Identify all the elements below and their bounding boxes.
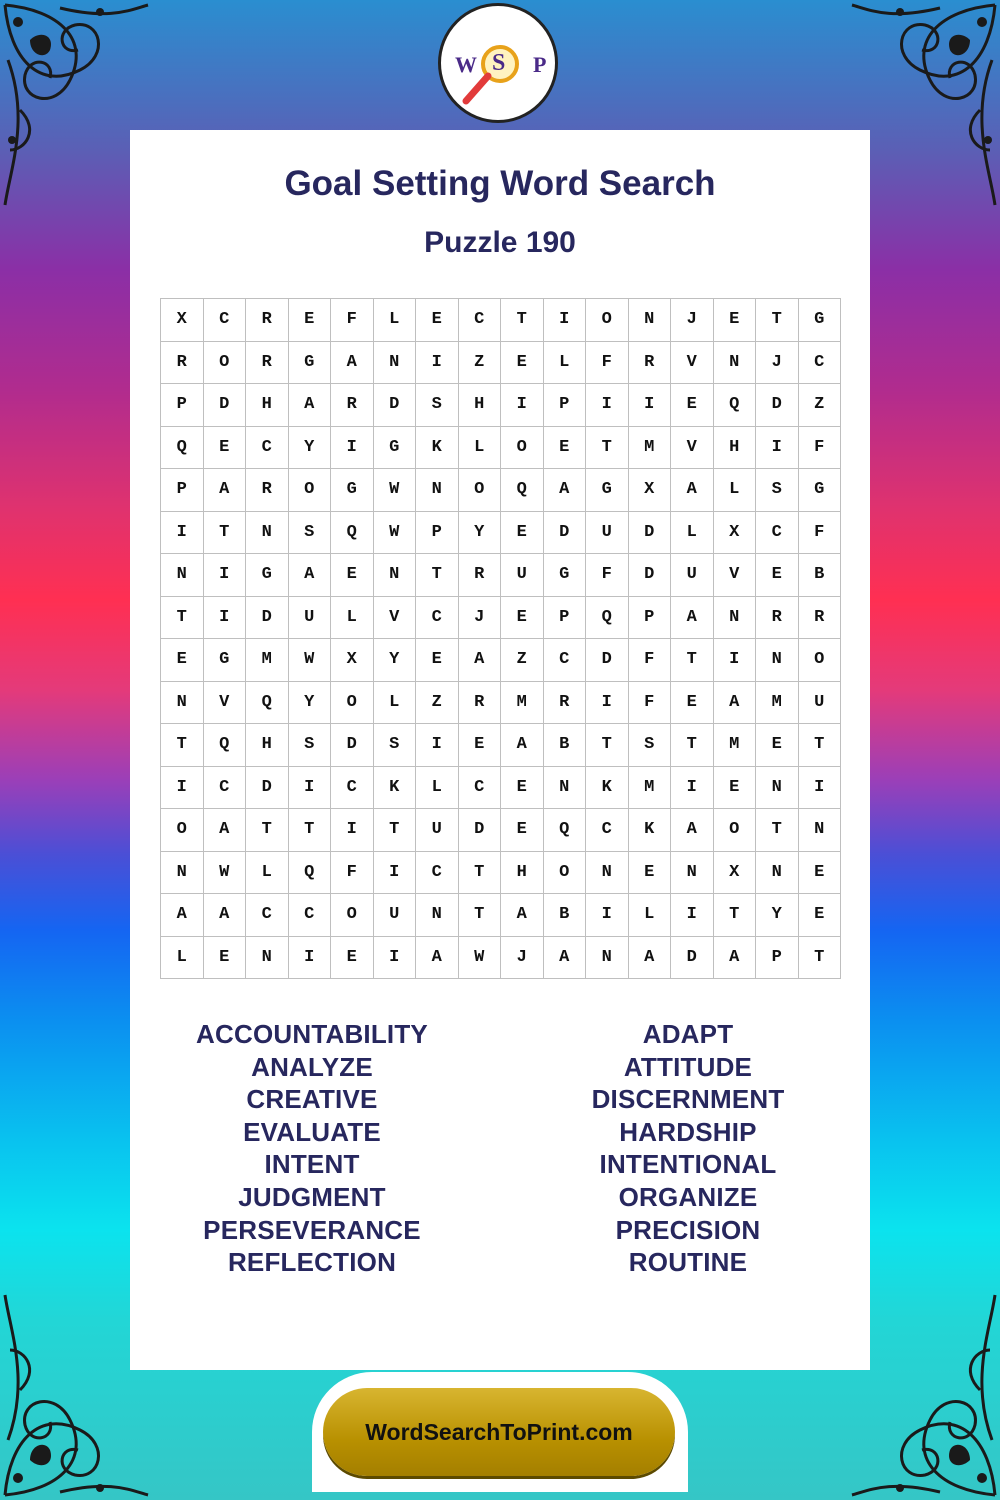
grid-cell[interactable]: B	[544, 894, 587, 937]
grid-cell[interactable]: H	[459, 384, 502, 427]
grid-cell[interactable]: O	[714, 809, 757, 852]
grid-cell[interactable]: I	[374, 852, 417, 895]
grid-cell[interactable]: I	[629, 384, 672, 427]
grid-cell[interactable]: V	[671, 427, 714, 470]
grid-cell[interactable]: E	[799, 852, 842, 895]
grid-cell[interactable]: T	[501, 299, 544, 342]
grid-cell[interactable]: N	[756, 767, 799, 810]
grid-cell[interactable]: T	[756, 299, 799, 342]
grid-cell[interactable]: F	[799, 512, 842, 555]
grid-cell[interactable]: W	[374, 512, 417, 555]
word-item: ROUTINE	[628, 1247, 748, 1278]
logo-letter-s: S	[492, 50, 506, 76]
grid-cell[interactable]: U	[671, 554, 714, 597]
grid-cell[interactable]: T	[459, 852, 502, 895]
grid-cell[interactable]: E	[544, 427, 587, 470]
grid-cell[interactable]: T	[671, 724, 714, 767]
grid-cell[interactable]: N	[714, 342, 757, 385]
grid-cell[interactable]: L	[331, 597, 374, 640]
grid-cell[interactable]: Q	[544, 809, 587, 852]
grid-cell[interactable]: N	[246, 937, 289, 980]
grid-cell[interactable]: M	[246, 639, 289, 682]
grid-cell[interactable]: E	[671, 384, 714, 427]
grid-cell[interactable]: I	[544, 299, 587, 342]
grid-cell[interactable]: E	[756, 554, 799, 597]
grid-cell[interactable]: Z	[799, 384, 842, 427]
grid-cell[interactable]: A	[289, 554, 332, 597]
grid-cell[interactable]: F	[629, 639, 672, 682]
grid-cell[interactable]: E	[204, 937, 247, 980]
puzzle-number: Puzzle 190	[424, 226, 576, 259]
grid-cell[interactable]: H	[501, 852, 544, 895]
grid-cell[interactable]: D	[246, 767, 289, 810]
grid-cell[interactable]: E	[331, 554, 374, 597]
grid-cell[interactable]: O	[161, 809, 204, 852]
corner-ornament-icon	[0, 0, 150, 210]
website-link-button[interactable]: WordSearchToPrint.com	[323, 1388, 675, 1476]
grid-cell[interactable]: O	[501, 427, 544, 470]
word-item: ANALYZE	[251, 1051, 373, 1082]
grid-cell[interactable]: Q	[586, 597, 629, 640]
grid-cell[interactable]: D	[204, 384, 247, 427]
grid-cell[interactable]: G	[204, 639, 247, 682]
grid-cell[interactable]: O	[544, 852, 587, 895]
grid-cell[interactable]: R	[161, 342, 204, 385]
grid-cell[interactable]: E	[501, 767, 544, 810]
letter-grid	[160, 298, 841, 979]
grid-cell[interactable]: A	[501, 894, 544, 937]
grid-cell[interactable]: M	[629, 767, 672, 810]
grid-cell[interactable]: I	[204, 597, 247, 640]
grid-cell[interactable]: G	[799, 299, 842, 342]
grid-cell[interactable]: V	[671, 342, 714, 385]
grid-cell[interactable]: E	[671, 682, 714, 725]
grid-cell[interactable]: P	[161, 469, 204, 512]
grid-cell[interactable]: O	[331, 894, 374, 937]
grid-cell[interactable]: N	[799, 809, 842, 852]
grid-cell[interactable]: D	[629, 512, 672, 555]
grid-cell[interactable]: G	[799, 469, 842, 512]
grid-cell[interactable]: E	[629, 852, 672, 895]
grid-cell[interactable]: R	[246, 299, 289, 342]
grid-cell[interactable]: E	[501, 342, 544, 385]
puzzle-panel	[130, 130, 870, 1370]
grid-cell[interactable]: W	[459, 937, 502, 980]
grid-cell[interactable]: N	[416, 894, 459, 937]
grid-cell[interactable]: Q	[161, 427, 204, 470]
grid-cell[interactable]: T	[459, 894, 502, 937]
corner-ornament-icon	[850, 1290, 1000, 1500]
grid-cell[interactable]: S	[416, 384, 459, 427]
grid-cell[interactable]: E	[756, 724, 799, 767]
grid-cell[interactable]: F	[799, 427, 842, 470]
grid-cell[interactable]: X	[714, 512, 757, 555]
grid-cell[interactable]: I	[161, 767, 204, 810]
grid-cell[interactable]: C	[246, 894, 289, 937]
grid-cell[interactable]: P	[416, 512, 459, 555]
grid-cell[interactable]: K	[629, 809, 672, 852]
grid-cell[interactable]: R	[799, 597, 842, 640]
grid-cell[interactable]: P	[629, 597, 672, 640]
grid-cell[interactable]: Y	[289, 682, 332, 725]
grid-cell[interactable]: L	[246, 852, 289, 895]
grid-cell[interactable]: S	[374, 724, 417, 767]
grid-cell[interactable]: I	[289, 937, 332, 980]
grid-cell[interactable]: J	[501, 937, 544, 980]
grid-cell[interactable]: Z	[416, 682, 459, 725]
grid-cell[interactable]: D	[544, 512, 587, 555]
grid-cell[interactable]: I	[416, 342, 459, 385]
grid-cell[interactable]: X	[629, 469, 672, 512]
grid-cell[interactable]: G	[544, 554, 587, 597]
grid-cell[interactable]: U	[586, 512, 629, 555]
grid-cell[interactable]: L	[671, 512, 714, 555]
grid-cell[interactable]: C	[544, 639, 587, 682]
grid-cell[interactable]: D	[331, 724, 374, 767]
word-item: PRECISION	[615, 1214, 761, 1245]
grid-cell[interactable]: H	[246, 724, 289, 767]
grid-cell[interactable]: E	[799, 894, 842, 937]
word-item: ORGANIZE	[618, 1181, 758, 1212]
grid-cell[interactable]: F	[331, 299, 374, 342]
word-item: CREATIVE	[246, 1084, 378, 1115]
grid-cell[interactable]: T	[161, 597, 204, 640]
grid-cell[interactable]: A	[629, 937, 672, 980]
grid-cell[interactable]: N	[756, 639, 799, 682]
grid-cell[interactable]: L	[374, 682, 417, 725]
grid-cell[interactable]: Y	[459, 512, 502, 555]
grid-cell[interactable]: C	[459, 767, 502, 810]
grid-cell[interactable]: G	[586, 469, 629, 512]
grid-cell[interactable]: J	[459, 597, 502, 640]
grid-cell[interactable]: E	[289, 299, 332, 342]
grid-cell[interactable]: W	[374, 469, 417, 512]
word-item: INTENTIONAL	[599, 1149, 777, 1180]
grid-cell[interactable]: O	[799, 639, 842, 682]
grid-cell[interactable]: V	[714, 554, 757, 597]
grid-cell[interactable]: N	[544, 767, 587, 810]
grid-cell[interactable]: E	[501, 597, 544, 640]
grid-cell[interactable]: I	[671, 894, 714, 937]
grid-cell[interactable]: I	[331, 427, 374, 470]
grid-cell[interactable]: U	[289, 597, 332, 640]
grid-cell[interactable]: O	[204, 342, 247, 385]
grid-cell[interactable]: A	[714, 937, 757, 980]
word-list	[130, 1018, 870, 1288]
grid-cell[interactable]: N	[161, 554, 204, 597]
grid-cell[interactable]: R	[246, 469, 289, 512]
corner-ornament-icon	[850, 0, 1000, 210]
grid-cell[interactable]: C	[331, 767, 374, 810]
grid-cell[interactable]: F	[331, 852, 374, 895]
word-item: REFLECTION	[227, 1247, 397, 1278]
grid-cell[interactable]: O	[331, 682, 374, 725]
grid-cell[interactable]: P	[544, 384, 587, 427]
grid-cell[interactable]: R	[629, 342, 672, 385]
grid-cell[interactable]: E	[416, 639, 459, 682]
grid-cell[interactable]: E	[204, 427, 247, 470]
grid-cell[interactable]: M	[629, 427, 672, 470]
grid-cell[interactable]: I	[586, 682, 629, 725]
grid-cell[interactable]: I	[374, 937, 417, 980]
grid-cell[interactable]: A	[161, 894, 204, 937]
grid-cell[interactable]: A	[544, 469, 587, 512]
grid-cell[interactable]: L	[544, 342, 587, 385]
grid-cell[interactable]: D	[671, 937, 714, 980]
grid-cell[interactable]: D	[246, 597, 289, 640]
grid-cell[interactable]: T	[161, 724, 204, 767]
grid-cell[interactable]: R	[544, 682, 587, 725]
grid-cell[interactable]: A	[501, 724, 544, 767]
grid-cell[interactable]: A	[714, 682, 757, 725]
site-logo[interactable]	[438, 3, 558, 123]
grid-cell[interactable]: O	[586, 299, 629, 342]
grid-cell[interactable]: C	[459, 299, 502, 342]
grid-cell[interactable]: N	[586, 852, 629, 895]
grid-cell[interactable]: X	[161, 299, 204, 342]
grid-cell[interactable]: D	[629, 554, 672, 597]
word-list-left	[152, 1018, 472, 1279]
grid-cell[interactable]: P	[544, 597, 587, 640]
word-item: PERSEVERANCE	[203, 1214, 421, 1245]
grid-cell[interactable]: I	[586, 384, 629, 427]
grid-cell[interactable]: A	[204, 469, 247, 512]
grid-cell[interactable]: Y	[289, 427, 332, 470]
grid-cell[interactable]: I	[756, 427, 799, 470]
word-item: HARDSHIP	[619, 1116, 757, 1147]
grid-cell[interactable]: A	[671, 469, 714, 512]
grid-cell[interactable]: A	[204, 894, 247, 937]
grid-cell[interactable]: I	[799, 767, 842, 810]
grid-cell[interactable]: N	[246, 512, 289, 555]
grid-cell[interactable]: P	[756, 937, 799, 980]
grid-cell[interactable]: V	[204, 682, 247, 725]
grid-cell[interactable]: T	[671, 639, 714, 682]
grid-cell[interactable]: T	[289, 809, 332, 852]
grid-cell[interactable]: D	[586, 639, 629, 682]
grid-cell[interactable]: Q	[289, 852, 332, 895]
grid-cell[interactable]: C	[204, 299, 247, 342]
grid-cell[interactable]: Q	[246, 682, 289, 725]
grid-cell[interactable]: S	[756, 469, 799, 512]
grid-cell[interactable]: T	[756, 809, 799, 852]
grid-cell[interactable]: B	[799, 554, 842, 597]
grid-cell[interactable]: L	[161, 937, 204, 980]
grid-cell[interactable]: P	[161, 384, 204, 427]
grid-cell[interactable]: E	[331, 937, 374, 980]
grid-cell[interactable]: R	[756, 597, 799, 640]
grid-cell[interactable]: N	[416, 469, 459, 512]
grid-cell[interactable]: U	[416, 809, 459, 852]
grid-cell[interactable]: R	[459, 682, 502, 725]
grid-cell[interactable]: T	[799, 724, 842, 767]
grid-cell[interactable]: A	[459, 639, 502, 682]
grid-cell[interactable]: B	[544, 724, 587, 767]
grid-cell[interactable]: L	[629, 894, 672, 937]
grid-cell[interactable]: W	[289, 639, 332, 682]
word-item: INTENT	[264, 1149, 360, 1180]
word-item: ATTITUDE	[623, 1051, 753, 1082]
grid-cell[interactable]: W	[204, 852, 247, 895]
grid-cell[interactable]: N	[586, 937, 629, 980]
grid-cell[interactable]: I	[331, 809, 374, 852]
corner-ornament-icon	[0, 1290, 150, 1500]
grid-cell[interactable]: E	[501, 512, 544, 555]
grid-cell[interactable]: D	[459, 809, 502, 852]
grid-cell[interactable]: C	[586, 809, 629, 852]
grid-cell[interactable]: I	[714, 639, 757, 682]
grid-cell[interactable]: I	[161, 512, 204, 555]
grid-cell[interactable]: T	[714, 894, 757, 937]
grid-cell[interactable]: M	[756, 682, 799, 725]
grid-cell[interactable]: A	[331, 342, 374, 385]
word-item: JUDGMENT	[238, 1181, 386, 1212]
grid-cell[interactable]: E	[459, 724, 502, 767]
grid-cell[interactable]: E	[714, 299, 757, 342]
grid-cell[interactable]: Q	[204, 724, 247, 767]
grid-cell[interactable]: T	[246, 809, 289, 852]
grid-cell[interactable]: H	[714, 427, 757, 470]
logo-letter-w: W	[455, 52, 477, 77]
grid-cell[interactable]: T	[374, 809, 417, 852]
grid-cell[interactable]: V	[374, 597, 417, 640]
grid-cell[interactable]: L	[416, 767, 459, 810]
grid-cell[interactable]: C	[756, 512, 799, 555]
grid-cell[interactable]: G	[246, 554, 289, 597]
grid-cell[interactable]: I	[671, 767, 714, 810]
grid-cell[interactable]: K	[374, 767, 417, 810]
grid-cell[interactable]: Q	[331, 512, 374, 555]
grid-cell[interactable]: N	[671, 852, 714, 895]
grid-cell[interactable]: G	[374, 427, 417, 470]
grid-cell[interactable]: N	[161, 852, 204, 895]
grid-cell[interactable]: J	[756, 342, 799, 385]
grid-cell[interactable]: E	[501, 809, 544, 852]
grid-cell[interactable]: G	[331, 469, 374, 512]
grid-cell[interactable]: C	[289, 894, 332, 937]
grid-cell[interactable]: N	[374, 554, 417, 597]
grid-cell[interactable]: D	[756, 384, 799, 427]
grid-cell[interactable]: Q	[714, 384, 757, 427]
grid-cell[interactable]: Z	[501, 639, 544, 682]
grid-cell[interactable]: U	[799, 682, 842, 725]
grid-cell[interactable]: C	[204, 767, 247, 810]
grid-cell[interactable]: K	[586, 767, 629, 810]
grid-cell[interactable]: I	[204, 554, 247, 597]
grid-cell[interactable]: F	[586, 554, 629, 597]
grid-cell[interactable]: X	[331, 639, 374, 682]
grid-cell[interactable]: S	[289, 724, 332, 767]
grid-cell[interactable]: A	[671, 809, 714, 852]
word-item: EVALUATE	[243, 1116, 381, 1147]
logo-letter-p: P	[533, 52, 547, 77]
grid-cell[interactable]: C	[416, 852, 459, 895]
grid-cell[interactable]: T	[586, 724, 629, 767]
grid-cell[interactable]: A	[416, 937, 459, 980]
grid-cell[interactable]: S	[289, 512, 332, 555]
grid-cell[interactable]: R	[331, 384, 374, 427]
grid-cell[interactable]: C	[799, 342, 842, 385]
grid-cell[interactable]: T	[799, 937, 842, 980]
grid-cell[interactable]: D	[374, 384, 417, 427]
grid-cell[interactable]: I	[501, 384, 544, 427]
word-list-right	[528, 1018, 848, 1279]
grid-cell[interactable]: K	[416, 427, 459, 470]
grid-cell[interactable]: I	[416, 724, 459, 767]
grid-cell[interactable]: N	[374, 342, 417, 385]
grid-cell[interactable]: R	[246, 342, 289, 385]
word-item: ADAPT	[642, 1019, 734, 1049]
grid-cell[interactable]: Q	[501, 469, 544, 512]
grid-cell[interactable]: N	[629, 299, 672, 342]
grid-cell[interactable]: A	[544, 937, 587, 980]
grid-cell[interactable]: I	[289, 767, 332, 810]
page-title: Goal Setting Word Search	[284, 164, 716, 203]
grid-cell[interactable]: I	[586, 894, 629, 937]
grid-cell[interactable]: E	[161, 639, 204, 682]
grid-cell[interactable]: E	[416, 299, 459, 342]
grid-cell[interactable]: L	[374, 299, 417, 342]
grid-cell[interactable]: N	[756, 852, 799, 895]
grid-cell[interactable]: L	[714, 469, 757, 512]
grid-cell[interactable]: J	[671, 299, 714, 342]
grid-cell[interactable]: M	[714, 724, 757, 767]
grid-cell[interactable]: C	[246, 427, 289, 470]
grid-cell[interactable]: G	[289, 342, 332, 385]
grid-cell[interactable]: F	[629, 682, 672, 725]
grid-cell[interactable]: A	[289, 384, 332, 427]
grid-cell[interactable]: N	[714, 597, 757, 640]
grid-cell[interactable]: C	[416, 597, 459, 640]
grid-cell[interactable]: E	[714, 767, 757, 810]
grid-cell[interactable]: F	[586, 342, 629, 385]
grid-cell[interactable]: O	[459, 469, 502, 512]
grid-cell[interactable]: T	[204, 512, 247, 555]
grid-cell[interactable]: R	[459, 554, 502, 597]
grid-cell[interactable]: L	[459, 427, 502, 470]
grid-cell[interactable]: T	[416, 554, 459, 597]
grid-cell[interactable]: Y	[374, 639, 417, 682]
grid-cell[interactable]: U	[501, 554, 544, 597]
grid-cell[interactable]: X	[714, 852, 757, 895]
word-item: ACCOUNTABILITY	[196, 1019, 428, 1049]
grid-cell[interactable]: N	[161, 682, 204, 725]
grid-cell[interactable]: A	[671, 597, 714, 640]
grid-cell[interactable]: U	[374, 894, 417, 937]
grid-cell[interactable]: Z	[459, 342, 502, 385]
word-item: DISCERNMENT	[591, 1084, 785, 1115]
grid-cell[interactable]: M	[501, 682, 544, 725]
grid-cell[interactable]: O	[289, 469, 332, 512]
grid-cell[interactable]: H	[246, 384, 289, 427]
grid-cell[interactable]: T	[586, 427, 629, 470]
grid-cell[interactable]: S	[629, 724, 672, 767]
grid-cell[interactable]: A	[204, 809, 247, 852]
grid-cell[interactable]: Y	[756, 894, 799, 937]
